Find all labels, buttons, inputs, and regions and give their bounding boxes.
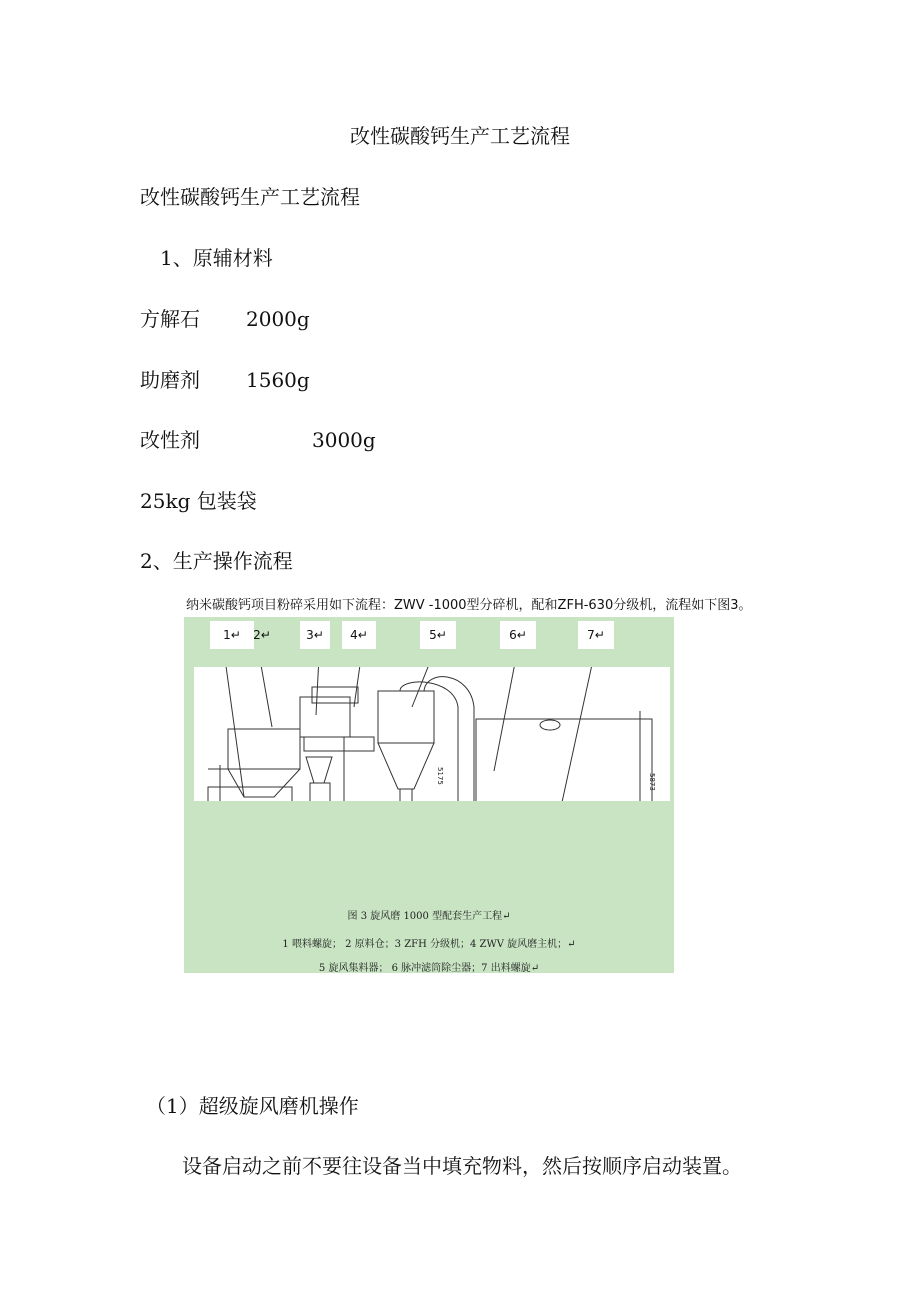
figure-tag: 7↵ xyxy=(578,621,614,649)
equipment-drawing-svg: 3900 5175 5873 xyxy=(194,667,670,801)
subheading-process: 2、生产操作流程 xyxy=(140,549,293,573)
material-name: 改性剂 xyxy=(140,428,200,452)
page-title: 改性碳酸钙生产工艺流程 xyxy=(350,124,570,148)
figure-tag: 5↵ xyxy=(420,621,456,649)
packaging-line: 25kg 包装袋 xyxy=(140,489,257,513)
dim-label-2: 5175 xyxy=(436,767,444,785)
equipment-drawing xyxy=(194,667,670,831)
figure-tag: 1↵ xyxy=(210,621,254,649)
process-figure xyxy=(184,617,674,973)
figure-tag: 2↵ xyxy=(253,628,271,642)
figure-legend-line2: 5 旋风集料器； 6 脉冲滤筒除尘器；7 出料螺旋↵ xyxy=(318,963,540,974)
figure-intro: 纳米碳酸钙项目粉碎采用如下流程：ZWV -1000型分碎机，配和ZFH-630分级机，流程如下图3。 xyxy=(186,598,752,613)
material-amount: 2000g xyxy=(246,307,310,331)
material-name: 方解石 xyxy=(140,307,200,331)
material-amount: 1560g xyxy=(246,368,310,392)
subsection-heading: （1）超级旋风磨机操作 xyxy=(146,1094,359,1118)
figure-legend-line1: 1 喂料螺旋； 2 原料仓；3 ZFH 分级机；4 ZWV 旋风磨主机；↵ xyxy=(282,939,576,950)
figure-caption: 图 3 旋风磨 1000 型配套生产工程↵ xyxy=(347,911,511,922)
body-paragraph: 设备启动之前不要往设备当中填充物料，然后按顺序启动装置。 xyxy=(182,1154,742,1178)
dim-label-3: 5873 xyxy=(648,773,656,791)
subheading-materials: 1、原辅材料 xyxy=(160,246,273,270)
section-heading: 改性碳酸钙生产工艺流程 xyxy=(140,185,360,209)
figure-tag: 3↵ xyxy=(300,621,330,649)
figure-tag: 6↵ xyxy=(500,621,536,649)
material-name: 助磨剂 xyxy=(140,368,200,392)
material-amount: 3000g xyxy=(312,428,376,452)
figure-tag: 4↵ xyxy=(342,621,376,649)
